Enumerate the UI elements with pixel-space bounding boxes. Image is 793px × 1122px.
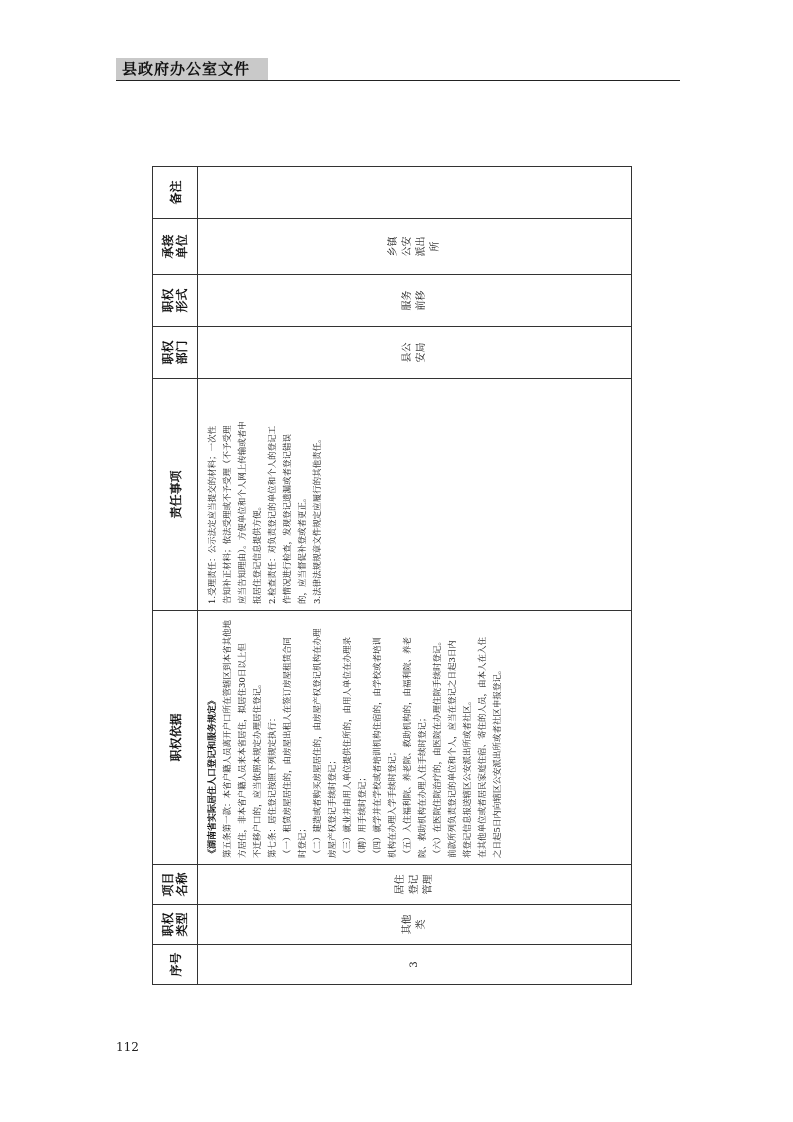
basis-line: 将登记信息报送辖区公安派出所或者社区。 xyxy=(463,696,473,858)
cell-name: 居住 登记 管理 xyxy=(198,865,632,905)
basis-lines xyxy=(221,617,506,858)
col-header-seq: 序号 xyxy=(153,945,198,985)
col-header-type: 职权 类型 xyxy=(153,905,198,945)
col-header-basis: 职权依据 xyxy=(153,611,198,865)
col-header-duty: 责任事项 xyxy=(153,379,198,611)
cell-duty xyxy=(198,379,632,611)
table-header-row xyxy=(153,167,198,985)
basis-line: （六）在医院住院治疗的，由医院在办理住院手续时登记。 xyxy=(433,636,443,858)
basis-line: 之日起5日内向辖区公安派出所或者社区申报登记。 xyxy=(493,665,503,858)
basis-line: （三）就业并由用人单位提供住所的，由用人单位在办理录 xyxy=(343,636,353,858)
document-header-title: 县政府办公室文件 xyxy=(122,60,251,78)
col-header-dept: 职权 部门 xyxy=(153,327,198,379)
col-header-form: 职权 形式 xyxy=(153,275,198,327)
table-row xyxy=(198,167,632,985)
header-rule xyxy=(116,80,680,81)
basis-line: 院、救助机构在办理入住手续时登记； xyxy=(418,713,428,858)
basis-line: 前款所列负责登记的单位和个人，应当在登记之日起3日内 xyxy=(448,640,458,858)
duty-line: 的，应当督促补登或者更正。 xyxy=(298,493,308,604)
col-header-unit: 承接 单位 xyxy=(153,219,198,275)
cell-dept: 县公 安局 xyxy=(198,327,632,379)
cell-basis xyxy=(198,611,632,865)
basis-line: （四）就学并在学校或者培训机构住宿的，由学校或者培训 xyxy=(373,636,383,858)
basis-title: 《湖南省实际居住人口登记和服务规定》 xyxy=(208,695,218,858)
basis-line: 在其他单位或者居民家庭住宿、寄住的人员，由本人在入住 xyxy=(478,636,488,858)
duty-line: 应当告知理由）。方便单位和个人网上传输或者申 xyxy=(238,421,248,604)
cell-type: 其他 类 xyxy=(198,905,632,945)
basis-line: （五）入住福利院、养老院、救助机构的，由福利院、养老 xyxy=(403,636,413,858)
duty-line: 1.受理责任：公示法定应当提交的材料；一次性 xyxy=(208,425,218,604)
col-header-name: 项目 名称 xyxy=(153,865,198,905)
duty-line: 报居住登记信息提供方便。 xyxy=(253,501,263,604)
basis-line: 不迁移户口的，应当依照本规定办理居住登记。 xyxy=(253,679,263,858)
rotated-table-wrapper xyxy=(152,167,632,985)
basis-line: （聘）用手续时登记； xyxy=(358,772,368,858)
cell-remark xyxy=(198,167,632,219)
basis-line: 时登记； xyxy=(298,823,308,858)
cell-seq: 3 xyxy=(198,945,632,985)
basis-line: 房屋产权登记手续时登记； xyxy=(328,755,338,858)
duty-line: 作情况进行检查，发现登记遗漏或者登记错误 xyxy=(283,433,293,604)
page-number: 112 xyxy=(116,1040,139,1054)
duty-line: 2.检查责任：对负责登记的单位和个人的登记工 xyxy=(268,425,278,604)
authority-table xyxy=(152,166,632,985)
duty-lines xyxy=(206,385,326,604)
basis-line: 第五条第一款：本省户籍人员离开户口所在管辖区到本省其他地 xyxy=(223,619,233,858)
duty-line: 3.法律法规规章文件规定应履行的其他责任。 xyxy=(313,434,323,604)
basis-line: （一）租赁房屋居住的，由房屋出租人在签订房屋租赁合同 xyxy=(283,636,293,858)
basis-line: （二）建造或者购买房屋居住的，由房屋产权登记机构在办理 xyxy=(313,628,323,858)
col-header-remark: 备注 xyxy=(153,167,198,219)
cell-form: 服务 前移 xyxy=(198,275,632,327)
duty-line: 告知补正材料；依法受理或不予受理（不予受理 xyxy=(223,425,233,604)
basis-line: 方居住，非本省户籍人员来本省居住，拟居住30日以上但 xyxy=(238,643,248,858)
basis-line: 第七条：居住登记按照下列规定执行： xyxy=(268,713,278,858)
basis-line: 机构在办理入学手续时登记； xyxy=(388,747,398,858)
cell-unit: 乡镇 公安 派出 所 xyxy=(198,219,632,275)
